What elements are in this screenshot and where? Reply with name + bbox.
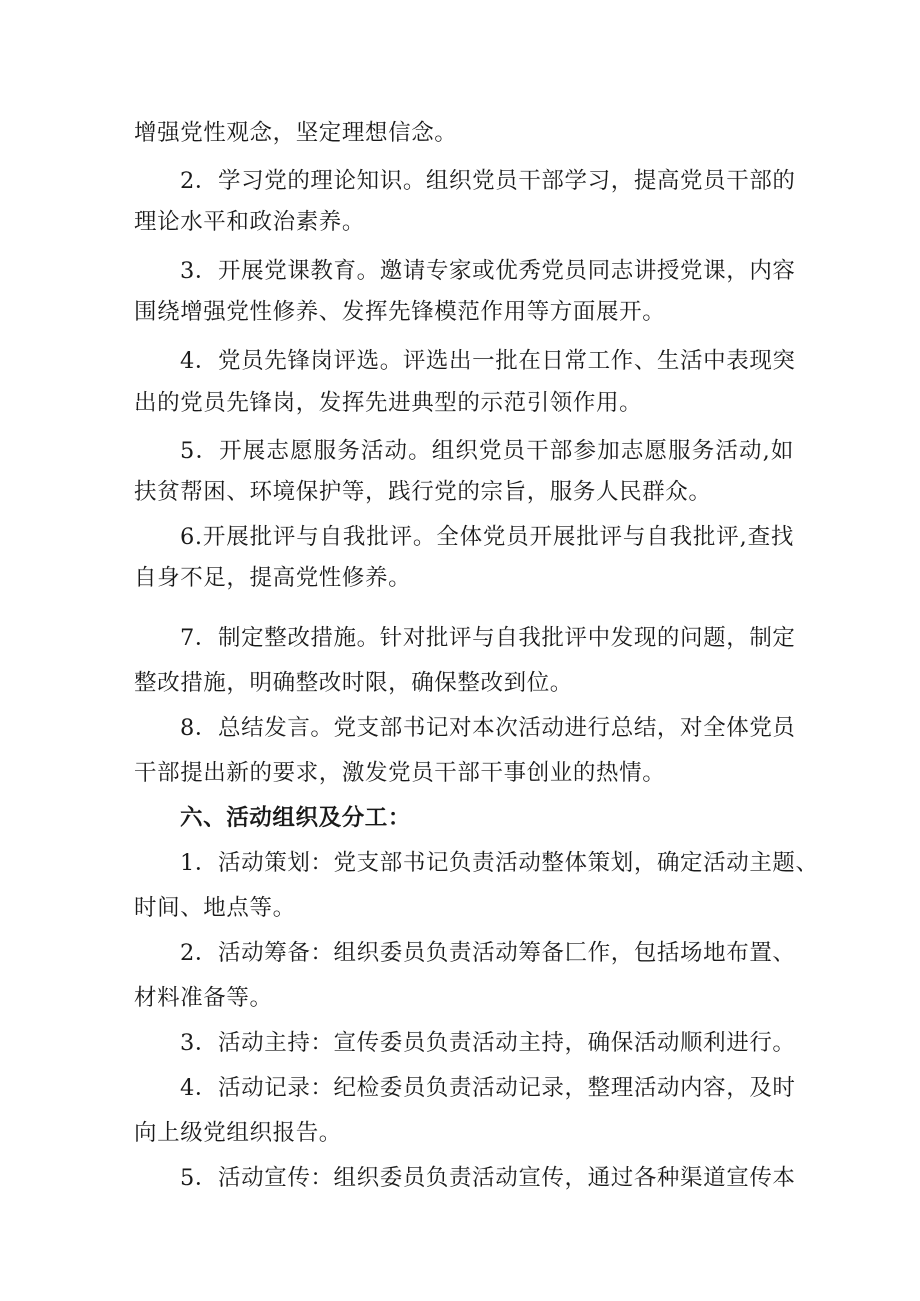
text-line: 自身不足，提高党性修养。 <box>134 565 412 591</box>
text-line: 时间、地点等。 <box>134 895 296 921</box>
text-line: 7．制定整改措施。针对批评与自我批评中发现的问题，制定 <box>180 625 796 651</box>
text-line: 围绕增强党性修养、发挥先锋模范作用等方面展开。 <box>134 299 666 325</box>
text-line: 4．党员先锋岗评选。评选出一批在日常工作、生活中表现突 <box>180 348 796 374</box>
text-line: 5．活动宣传：组织委员负责活动宣传，通过各种渠道宣传本 <box>180 1165 796 1191</box>
text-line: 理论水平和政治素养。 <box>134 209 366 235</box>
text-line: 2．学习党的理论知识。组织党员干部学习，提高党员干部的 <box>180 168 796 194</box>
text-line: 5．开展志愿服务活动。组织党员干部参加志愿服务活动,如 <box>180 438 794 464</box>
text-line: 整改措施，明确整改时限，确保整改到位。 <box>134 670 573 696</box>
text-line: 材料准备等。 <box>134 985 273 1011</box>
text-line: 2．活动筹备：组织委员负责活动筹备匚作，包括场地布置、 <box>180 940 796 966</box>
text-line: 向上级党组织报告。 <box>134 1120 342 1146</box>
text-line: 干部提出新的要求，激发党员干部干事创业的热情。 <box>134 760 666 786</box>
text-line: 出的党员先锋岗，发挥先进典型的示范引领作用。 <box>134 390 643 416</box>
text-line: 3．开展党课教育。邀请专家或优秀党员同志讲授党课，内容 <box>180 258 796 284</box>
section-heading: 六、活动组织及分工： <box>180 805 412 831</box>
text-line: 4．活动记录：纪检委员负责活动记录，整理活动内容，及时 <box>180 1075 796 1101</box>
text-line: 6.开展批评与自我批评。全体党员开展批评与自我批评,查找 <box>180 524 794 550</box>
text-line: 3．活动主持：宣传委员负责活动主持，确保活动顺利进行。 <box>180 1030 796 1056</box>
text-line: 扶贫帮困、环境保护等，践行党的宗旨，服务人民群众。 <box>134 479 712 505</box>
text-line: 8．总结发言。党支部书记对本次活动进行总结，对全体党员 <box>180 715 796 741</box>
text-line: 增强党性观念，坚定理想信念。 <box>134 120 458 146</box>
text-line: 1．活动策划：党支部书记负责活动整体策划，确定活动主题、 <box>180 850 819 876</box>
